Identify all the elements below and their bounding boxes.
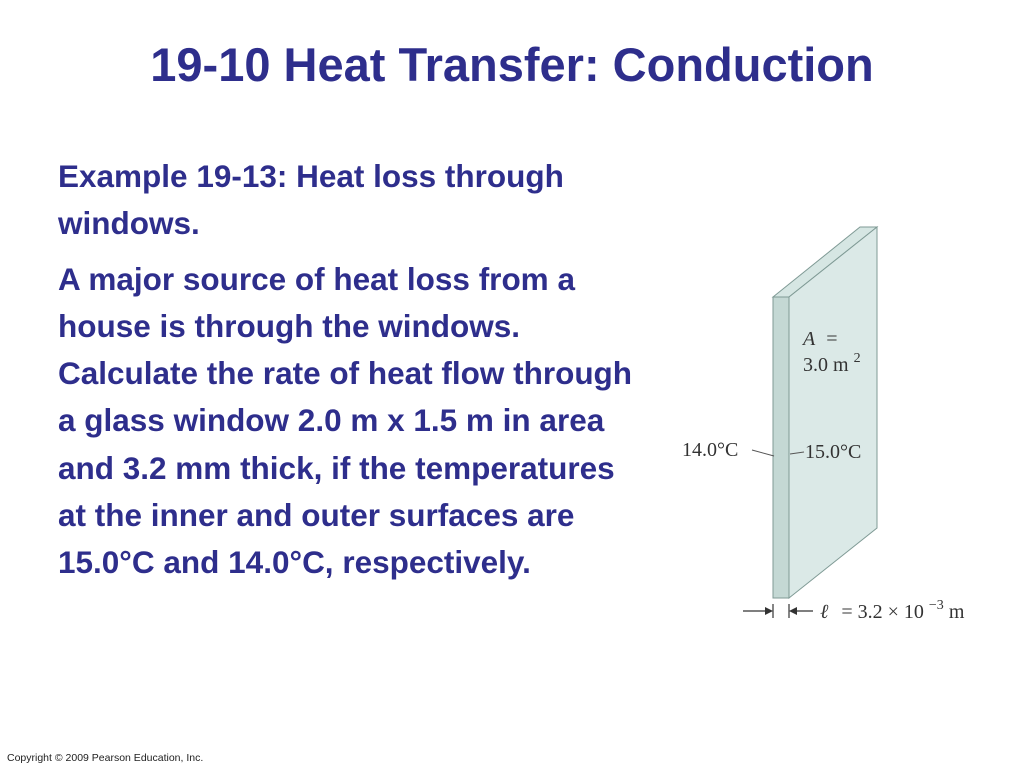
right-temperature-label: 15.0°C — [805, 441, 862, 463]
left-temperature-leader — [752, 450, 774, 456]
left-temperature-label: 14.0°C — [682, 439, 739, 461]
glass-window-figure — [670, 220, 1015, 640]
area-exponent: 2 — [853, 351, 861, 366]
thickness-unit: m — [948, 601, 965, 623]
copyright-footer: Copyright © 2009 Pearson Education, Inc. — [7, 752, 204, 764]
glass-front-edge — [773, 297, 789, 598]
area-variable: A — [803, 328, 816, 350]
svg-text:ℓ = 3.2 × 10 −3 — [820, 592, 965, 623]
glass-pane-diagram — [670, 220, 1015, 640]
slide-title: 19-10 Heat Transfer: Conduction — [150, 38, 874, 91]
svg-text:3.0 m 2 — [803, 351, 861, 376]
example-heading: Example 19-13: Heat loss through windows. — [58, 158, 564, 242]
thickness-arrowhead-left — [765, 607, 773, 615]
svg-text:A = — [801, 328, 838, 350]
problem-text: A major source of heat loss from a house is through the windows. Calculate the rate of heat flow through a glass window 2.0 m x 1.5 m in area and 3.2 mm thick, if the temperatures at the inner and outer surfaces are 15.0°C and 14.0°C, respectively. — [58, 260, 633, 580]
thickness-exponent: −3 — [928, 598, 944, 613]
thickness-value: = 3.2 × 10 — [841, 601, 924, 623]
area-equals: = — [826, 328, 838, 350]
problem-statement — [58, 153, 638, 586]
thickness-symbol: ℓ — [820, 601, 829, 623]
area-value: 3.0 m — [803, 354, 849, 376]
